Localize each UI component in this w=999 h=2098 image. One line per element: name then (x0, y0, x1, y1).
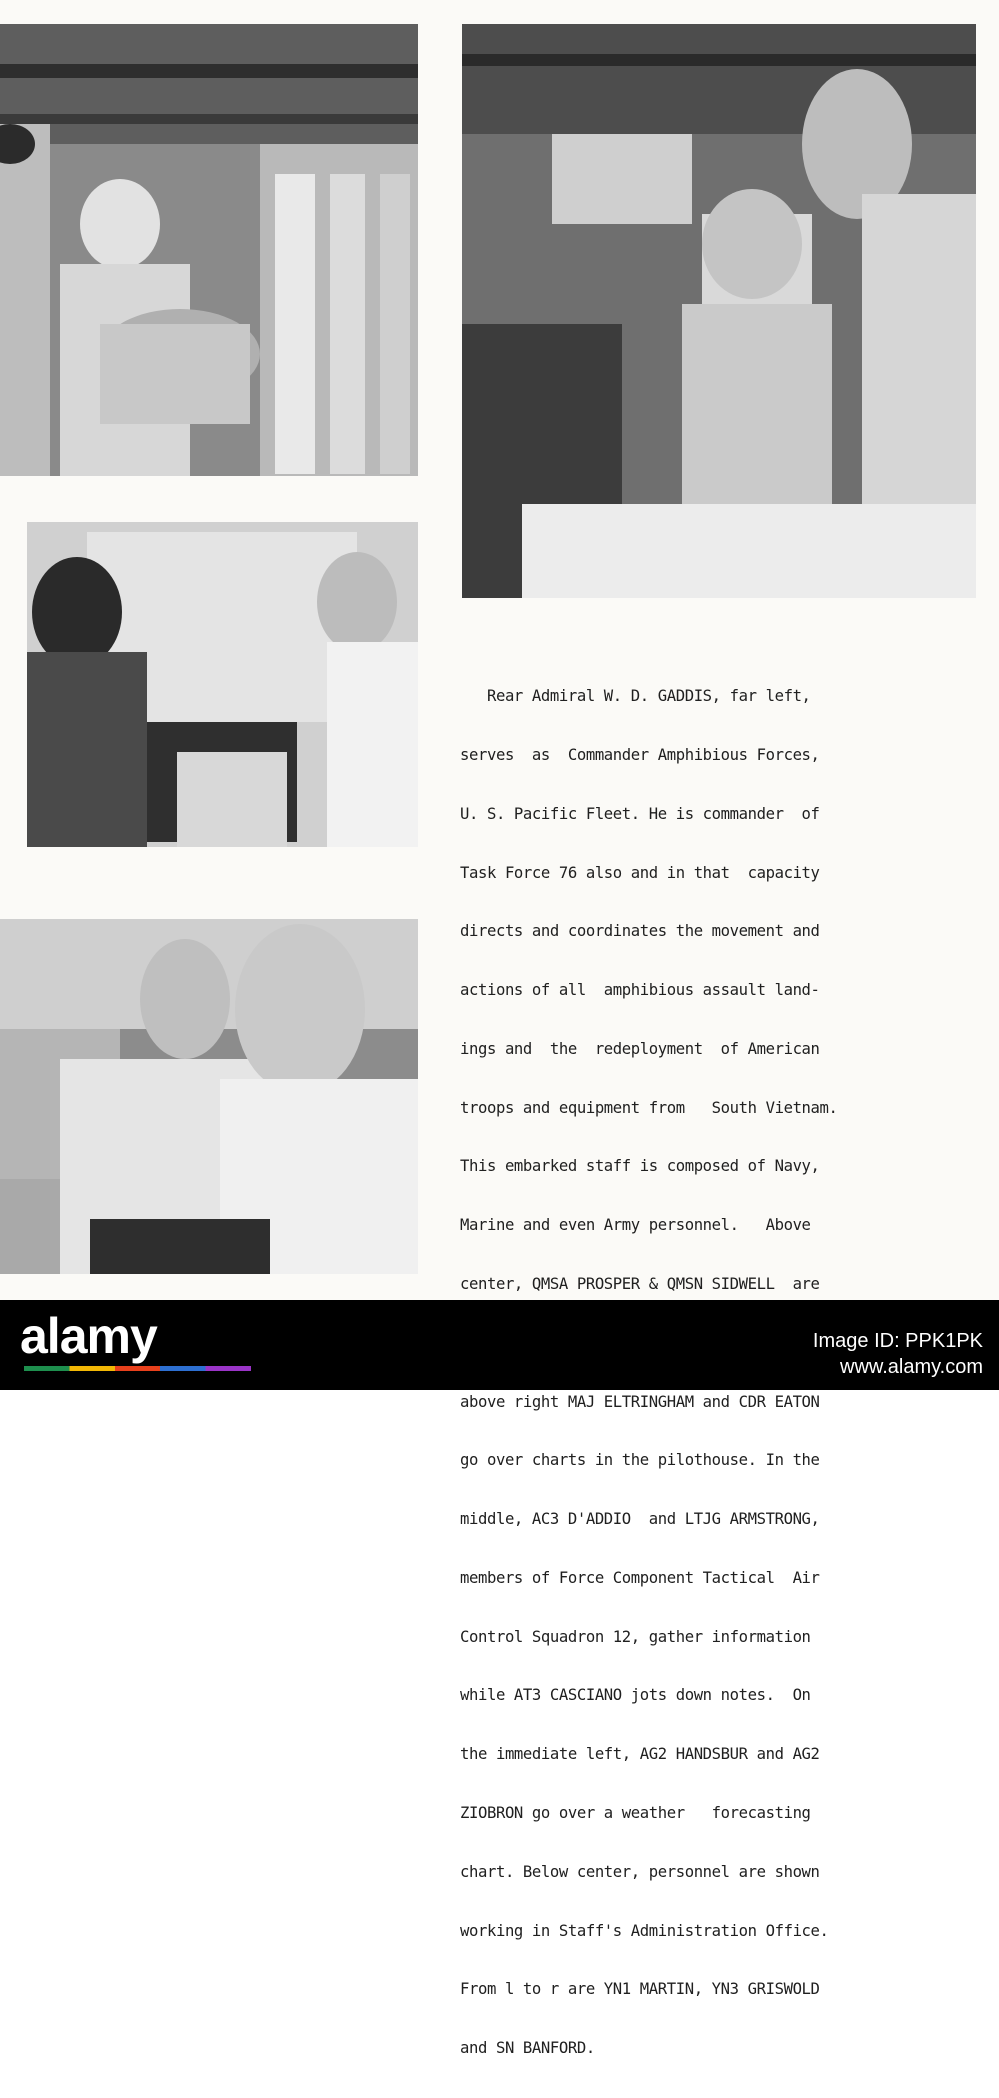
photo-bridge-lookout (0, 24, 418, 476)
caption-line: This embarked staff is composed of Navy, (460, 1157, 820, 1176)
caption-line: and SN BANFORD. (460, 2039, 595, 2058)
caption-line: Task Force 76 also and in that capacity (460, 863, 820, 882)
caption-line: directs and coordinates the movement and (460, 922, 820, 941)
caption-line: serves as Commander Amphibious Forces, (460, 745, 820, 764)
caption-line: members of Force Component Tactical Air (460, 1568, 820, 1587)
caption-line: troops and equipment from South Vietnam. (460, 1098, 838, 1117)
caption-line: Marine and even Army personnel. Above (460, 1216, 811, 1235)
caption-line: chart. Below center, personnel are shown (460, 1862, 820, 1881)
brand-logo: alamy (20, 1308, 157, 1364)
brand-stripe (24, 1366, 251, 1371)
photo-flag-bridge-map (27, 522, 418, 847)
image-id: Image ID: PPK1PK (812, 1330, 983, 1352)
caption-line: middle, AC3 D'ADDIO and LTJG ARMSTRONG, (460, 1510, 820, 1529)
caption-line: U. S. Pacific Fleet. He is commander of (460, 804, 820, 823)
caption-line: while AT3 CASCIANO jots down notes. On (460, 1686, 811, 1705)
caption-line: ZIOBRON go over a weather forecasting (460, 1804, 811, 1823)
caption-line: From l to r are YN1 MARTIN, YN3 GRISWOLD (460, 1980, 820, 1999)
site-url: www.alamy.com (840, 1356, 983, 1378)
photo-administration-office (0, 919, 418, 1274)
caption-line: go over charts in the pilothouse. In the (460, 1451, 820, 1470)
caption-line: working in Staff's Administration Office. (460, 1921, 829, 1940)
caption-line: above right MAJ ELTRINGHAM and CDR EATON (460, 1392, 820, 1411)
caption-line: actions of all amphibious assault land- (460, 981, 820, 1000)
caption-line: ings and the redeployment of American (460, 1039, 820, 1058)
photo-charts-pilothouse (462, 24, 976, 598)
caption-line: center, QMSA PROSPER & QMSN SIDWELL are (460, 1275, 820, 1293)
caption-line: Control Squadron 12, gather information (460, 1627, 811, 1646)
caption-line: Rear Admiral W. D. GADDIS, far left, (460, 687, 811, 706)
caption-line: the immediate left, AG2 HANDSBUR and AG2 (460, 1745, 820, 1764)
